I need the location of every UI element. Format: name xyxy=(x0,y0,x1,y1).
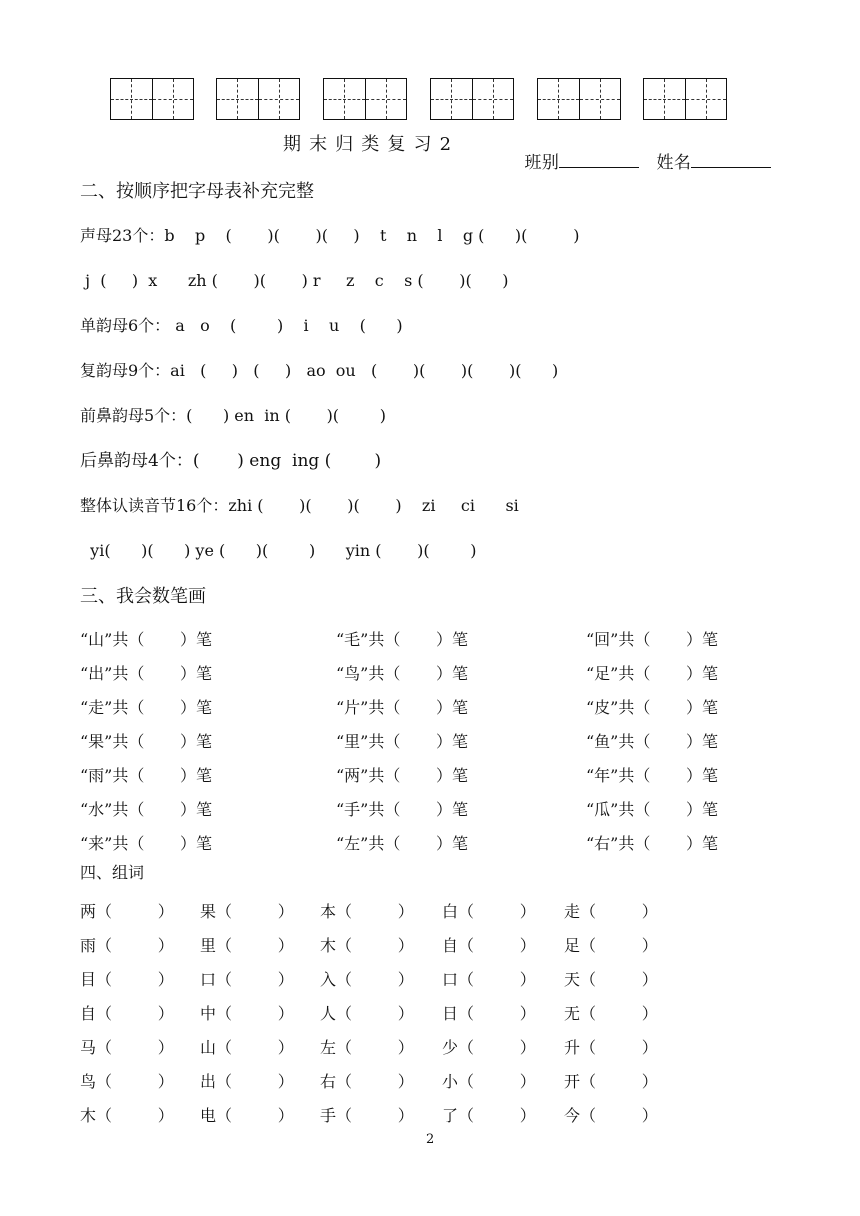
exercise-line: 前鼻韵母5个：( ) en in ( )( ) xyxy=(80,406,386,425)
word-group-item: 目（ ） xyxy=(80,970,174,989)
stroke-count-item: “果”共（ ）笔 xyxy=(80,732,212,751)
exercise-line: yi( )( ) ye ( )( ) yin ( )( ) xyxy=(80,541,477,560)
exercise-line: 后鼻韵母4个：( ) eng ing ( ) xyxy=(80,451,382,471)
stroke-count-item: “山”共（ ）笔 xyxy=(80,630,212,649)
stroke-count-item: “里”共（ ）笔 xyxy=(336,732,468,751)
stroke-count-item: “水”共（ ）笔 xyxy=(80,800,212,819)
word-group-item: 左（ ） xyxy=(320,1038,414,1057)
word-group-item: 小（ ） xyxy=(442,1072,536,1091)
character-grid-pair[interactable] xyxy=(323,78,407,120)
section-heading: 三、我会数笔画 xyxy=(80,586,206,607)
word-group-item: 两（ ） xyxy=(80,902,174,921)
word-group-item: 里（ ） xyxy=(200,936,294,955)
class-label: 班别 xyxy=(524,153,560,173)
character-grid-pair[interactable] xyxy=(430,78,514,120)
class-blank[interactable] xyxy=(559,153,639,168)
stroke-count-item: “出”共（ ）笔 xyxy=(80,664,212,683)
word-group-item: 马（ ） xyxy=(80,1038,174,1057)
exercise-line: 单韵母6个： a o ( ) i u ( ) xyxy=(80,316,403,335)
stroke-count-item: “走”共（ ）笔 xyxy=(80,698,212,717)
stroke-count-item: “雨”共（ ）笔 xyxy=(80,766,212,785)
word-group-item: 开（ ） xyxy=(564,1072,658,1091)
word-group-item: 足（ ） xyxy=(564,936,658,955)
word-group-item: 白（ ） xyxy=(442,902,536,921)
word-group-item: 手（ ） xyxy=(320,1106,414,1125)
word-group-item: 今（ ） xyxy=(564,1106,658,1125)
word-group-item: 少（ ） xyxy=(442,1038,536,1057)
page-title: 期末归类复习2 xyxy=(283,134,460,155)
word-group-item: 电（ ） xyxy=(200,1106,294,1125)
exercise-line: 整体认读音节16个：zhi ( )( )( ) zi ci si xyxy=(80,496,519,515)
character-grid-row xyxy=(110,78,730,122)
word-group-item: 果（ ） xyxy=(200,902,294,921)
word-group-item: 入（ ） xyxy=(320,970,414,989)
word-group-item: 自（ ） xyxy=(80,1004,174,1023)
class-field xyxy=(513,136,639,172)
word-group-item: 自（ ） xyxy=(442,936,536,955)
stroke-count-item: “回”共（ ）笔 xyxy=(586,630,718,649)
word-group-item: 日（ ） xyxy=(442,1004,536,1023)
name-label: 姓名 xyxy=(656,153,692,173)
stroke-count-item: “年”共（ ）笔 xyxy=(586,766,718,785)
word-group-item: 口（ ） xyxy=(442,970,536,989)
stroke-count-item: “鱼”共（ ）笔 xyxy=(586,732,718,751)
word-group-item: 无（ ） xyxy=(564,1004,658,1023)
word-group-item: 鸟（ ） xyxy=(80,1072,174,1091)
stroke-count-item: “鸟”共（ ）笔 xyxy=(336,664,468,683)
word-group-item: 了（ ） xyxy=(442,1106,536,1125)
word-group-item: 人（ ） xyxy=(320,1004,414,1023)
stroke-count-item: “瓜”共（ ）笔 xyxy=(586,800,718,819)
word-group-item: 走（ ） xyxy=(564,902,658,921)
section-heading: 二、按顺序把字母表补充完整 xyxy=(80,181,314,202)
word-group-item: 口（ ） xyxy=(200,970,294,989)
name-field xyxy=(645,136,771,172)
stroke-count-item: “足”共（ ）笔 xyxy=(586,664,718,683)
character-grid-pair[interactable] xyxy=(537,78,621,120)
exercise-line: 声母23个：b p ( )( )( ) t n l g ( )( ) xyxy=(80,226,580,245)
stroke-count-item: “右”共（ ）笔 xyxy=(586,834,718,853)
character-grid-pair[interactable] xyxy=(110,78,194,120)
stroke-count-item: “来”共（ ）笔 xyxy=(80,834,212,853)
word-group-item: 右（ ） xyxy=(320,1072,414,1091)
stroke-count-item: “手”共（ ）笔 xyxy=(336,800,468,819)
page-number: 2 xyxy=(426,1132,435,1147)
word-group-item: 中（ ） xyxy=(200,1004,294,1023)
word-group-item: 木（ ） xyxy=(80,1106,174,1125)
word-group-item: 山（ ） xyxy=(200,1038,294,1057)
stroke-count-item: “两”共（ ）笔 xyxy=(336,766,468,785)
word-group-item: 升（ ） xyxy=(564,1038,658,1057)
word-group-item: 天（ ） xyxy=(564,970,658,989)
word-group-item: 本（ ） xyxy=(320,902,414,921)
stroke-count-item: “左”共（ ）笔 xyxy=(336,834,468,853)
word-group-item: 木（ ） xyxy=(320,936,414,955)
word-group-item: 雨（ ） xyxy=(80,936,174,955)
stroke-count-item: “片”共（ ）笔 xyxy=(336,698,468,717)
word-group-item: 出（ ） xyxy=(200,1072,294,1091)
character-grid-pair[interactable] xyxy=(643,78,727,120)
character-grid-pair[interactable] xyxy=(216,78,300,120)
stroke-count-item: “皮”共（ ）笔 xyxy=(586,698,718,717)
exercise-line: 复韵母9个：ai ( ) ( ) ao ou ( )( )( )( ) xyxy=(80,361,559,380)
name-blank[interactable] xyxy=(691,153,771,168)
stroke-count-item: “毛”共（ ）笔 xyxy=(336,630,468,649)
section-heading: 四、组词 xyxy=(80,863,145,882)
exercise-line: j ( ) x zh ( )( ) r z c s ( )( ) xyxy=(80,271,509,290)
